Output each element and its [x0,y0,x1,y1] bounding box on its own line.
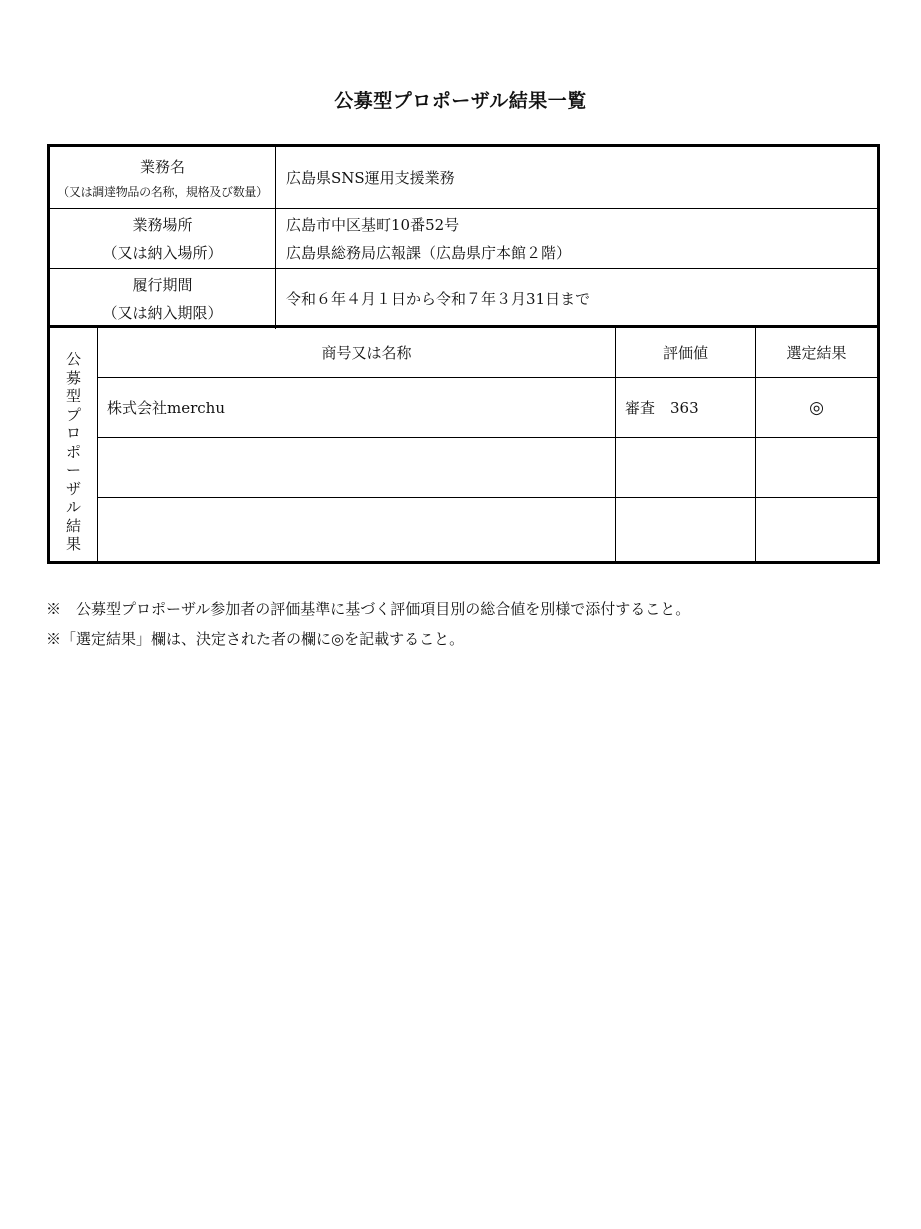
results-grid [98,328,877,561]
page-title: 公募型プロポーザル結果一覧 [334,90,587,112]
note-item: ※ 公募型プロポーザル参加者の評価基準に基づく評価項目別の総合値を別様で添付すること。 [46,600,691,618]
info-table [47,144,880,329]
result-cell [756,438,877,497]
location-value-line2: 広島県総務局広報課（広島県庁本館２階） [286,243,572,262]
location-value-line1: 広島市中区基町10番52号 [286,215,460,234]
info-row-business-name [50,147,877,209]
results-table [47,325,880,564]
header-score: 評価値 [616,328,756,377]
business-name-value: 広島県SNS運用支援業務 [286,168,455,187]
note-item: ※「選定結果」欄は、決定された者の欄に◎を記載すること。 [46,630,465,648]
period-value: 令和６年４月１日から令和７年３月31日まで [286,290,591,308]
notes [46,594,690,654]
business-name-label-cell [50,147,276,208]
side-label-char: 果 [65,535,81,553]
score-cell [616,498,756,561]
business-name-label: 業務名 [139,157,185,176]
score-cell: 審査 363 [616,378,756,437]
side-label-char: ー [65,461,81,479]
side-label-char: ポ [65,442,81,461]
company-name-cell: 株式会社merchu [98,378,616,437]
side-label-char: 募 [65,368,81,387]
location-value-cell [276,209,877,268]
side-label-char: ル [65,498,81,516]
results-header-row [98,328,877,378]
header-result: 選定結果 [786,344,847,362]
side-label-char: プ [65,405,81,424]
table-row [98,378,877,438]
period-label: 履行期間 [132,276,193,294]
result-cell [756,498,877,561]
period-value-cell [276,269,877,329]
business-name-value-cell [276,147,877,208]
side-label-char: ザ [65,479,81,498]
results-side-label [50,328,98,561]
info-row-location [50,209,877,269]
period-sublabel: （又は納入期限） [102,304,223,322]
location-label: 業務場所 [132,215,193,234]
business-name-sublabel: （又は調達物品の名称，規格及び数量） [57,184,268,199]
table-row [98,438,877,498]
table-row [98,498,877,561]
location-sublabel: （又は納入場所） [102,243,223,262]
company-name-cell [98,438,616,497]
side-label-char: ロ [65,424,81,442]
info-row-period [50,269,877,329]
double-circle-icon: ◎ [809,397,824,418]
period-label-cell [50,269,276,329]
company-name-cell [98,498,616,561]
header-name: 商号又は名称 [98,328,616,377]
side-label-char: 結 [65,516,81,535]
side-label-char: 公 [65,350,81,368]
location-label-cell [50,209,276,268]
side-label-char: 型 [65,387,81,405]
score-cell [616,438,756,497]
